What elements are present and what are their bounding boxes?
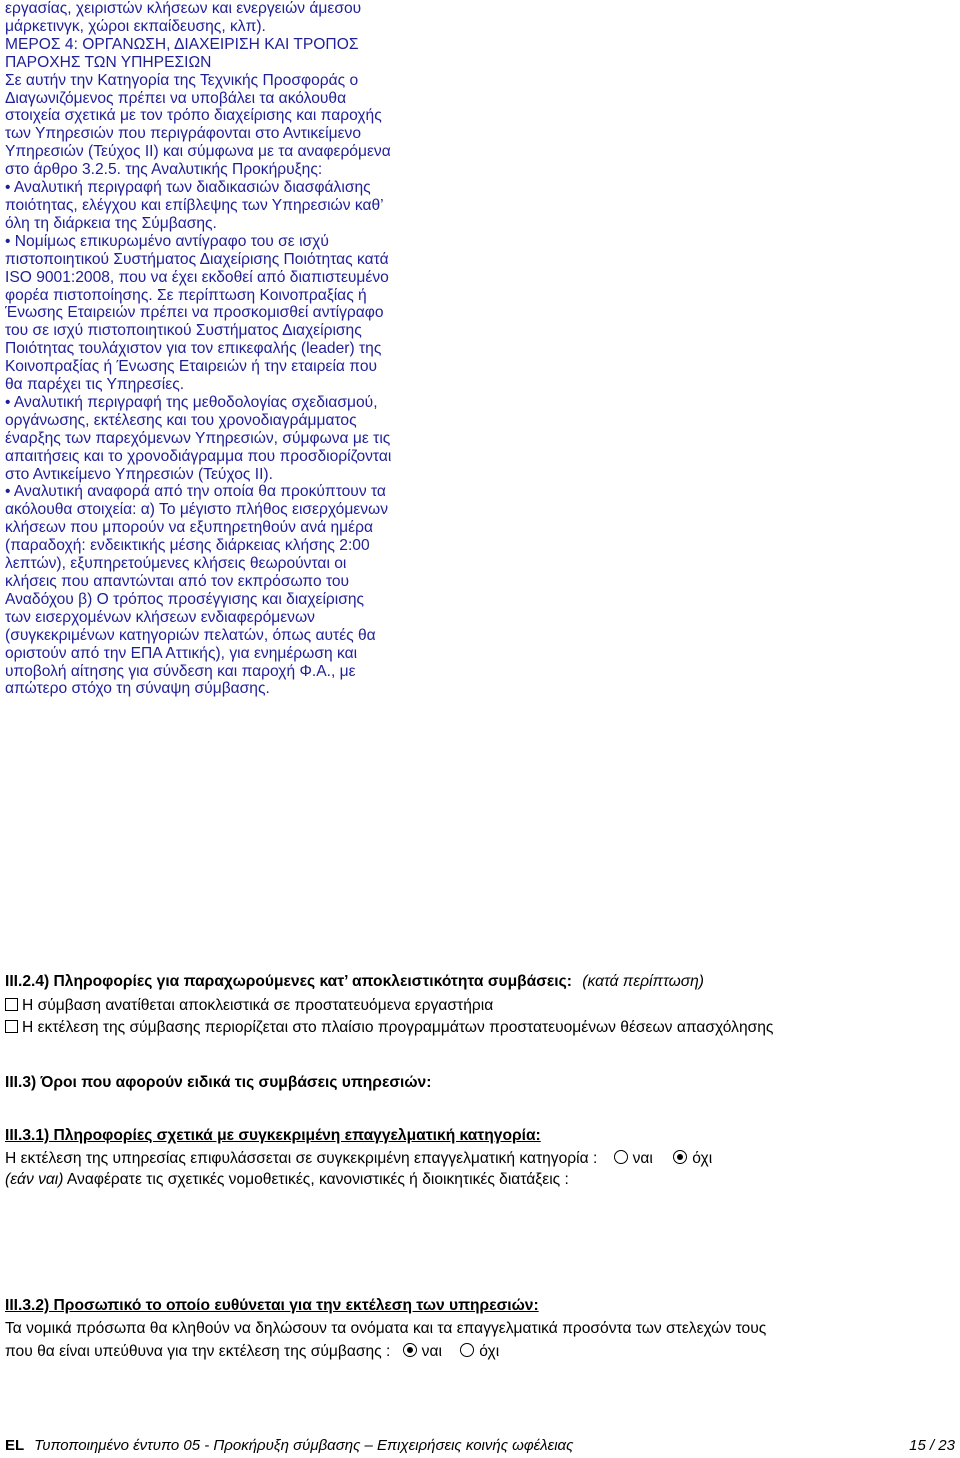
section-iii-2-4-note: (κατά περίπτωση) xyxy=(582,973,704,990)
section-iii-3-2-heading: ΙΙΙ.3.2) Προσωπικό το οποίο ευθύνεται για την εκτέλεση των υπηρεσιών: xyxy=(5,1297,539,1314)
blue-text-line: (παραδοχή: ενδεικτικής μέσης διάρκειας κλήσης 2:00 xyxy=(5,537,370,555)
blue-text-line: Αναδόχου β) Ο τρόπος προσέγγισης και διαχείρισης xyxy=(5,590,365,608)
profession-yes-radio[interactable] xyxy=(614,1150,628,1164)
blue-text-line: όλη τη διάρκεια της Σύμβασης. xyxy=(5,214,217,232)
staff-yes-radio[interactable] xyxy=(403,1343,417,1357)
blue-text-line: ΜΕΡΟΣ 4: ΟΡΓΑΝΩΣΗ, ΔΙΑΧΕΙΡΙΣΗ ΚΑΙ ΤΡΟΠΟΣ xyxy=(5,35,359,53)
blue-text-line: • Αναλυτική αναφορά από την οποία θα προκύπτουν τα xyxy=(5,483,386,501)
profession-yes-label: ναι xyxy=(632,1150,653,1167)
profession-followup-condition: (εάν ναι) xyxy=(5,1171,64,1188)
blue-text-line: των εισερχομένων κλήσεων ενδιαφερόμενων xyxy=(5,608,315,626)
staff-no-label: όχι xyxy=(479,1343,500,1360)
blue-text-line: Ένωσης Εταιρειών πρέπει να προσκομισθεί αντίγραφο xyxy=(5,304,384,322)
blue-text-line: ακόλουθα στοιχεία: α) Το μέγιστο πλήθος εισερχόμενων xyxy=(5,501,389,519)
blue-text-line: στοιχεία σχετικά με τον τρόπο διαχείρισης και παροχής xyxy=(5,107,382,125)
blue-text-line: οργάνωσης, εκτέλεσης και του χρονοδιαγράμματος xyxy=(5,411,357,429)
section-iii-2-4 xyxy=(5,972,955,1038)
option-protected-workshops-label: Η σύμβαση ανατίθεται αποκλειστικά σε προστατευόμενα εργαστήρια xyxy=(22,997,494,1014)
blue-text-line: στο Αντικείμενο Υπηρεσιών (Τεύχος ΙΙ). xyxy=(5,465,273,483)
blue-text-line: μάρκετινγκ, χώροι εκπαίδευσης, κλπ). xyxy=(5,17,266,35)
staff-text-line-2: που θα είναι υπεύθυνα για την εκτέλεση της σύμβασης : xyxy=(5,1343,391,1360)
blue-text-line: • Αναλυτική περιγραφή της μεθοδολογίας σχεδιασμού, xyxy=(5,393,378,411)
blue-text-line: ISO 9001:2008, που να έχει εκδοθεί από διαπιστευμένο xyxy=(5,268,389,286)
footer-page-number: 15 / 23 xyxy=(909,1437,955,1454)
profession-followup-text: Αναφέρατε τις σχετικές νομοθετικές, κανονιστικές ή διοικητικές διατάξεις : xyxy=(66,1171,569,1188)
section-iii-3-2 xyxy=(5,1296,955,1362)
section-iii-3-1-heading: ΙΙΙ.3.1) Πληροφορίες σχετικά με συγκεκριμένη επαγγελματική κατηγορία: xyxy=(5,1127,541,1144)
blue-text-line: υποβολή αίτησης για σύνδεση και παροχή Φ.Α., με xyxy=(5,662,356,680)
blue-text-line: ποιότητας, ελέγχου και επίβλεψης των Υπηρεσιών καθ’ xyxy=(5,196,384,214)
section-iii-2-4-heading: ΙΙΙ.2.4) Πληροφορίες για παραχωρούμενες κατ’ αποκλειστικότητα συμβάσεις: xyxy=(5,973,572,990)
staff-text-line-1: Τα νομικά πρόσωπα θα κληθούν να δηλώσουν τα ονόματα και τα επαγγελματικά προσόντα των στελεχών τους xyxy=(5,1320,767,1337)
option-protected-employment-label: Η εκτέλεση της σύμβασης περιορίζεται στο πλαίσιο προγραμμάτων προστατευομένων θέσεων απασχόλησης xyxy=(22,1019,774,1036)
footer-form-title: Τυποποιημένο έντυπο 05 - Προκήρυξη σύμβασης – Επιχειρήσεις κοινής ωφέλειας xyxy=(34,1437,574,1454)
blue-text-line: λεπτών), εξυπηρετούμενες κλήσεις θεωρούνται οι xyxy=(5,555,347,573)
blue-text-line: • Νομίμως επικυρωμένο αντίγραφο του σε ισχύ xyxy=(5,232,329,250)
profession-question: Η εκτέλεση της υπηρεσίας επιφυλάσσεται σε συγκεκριμένη επαγγελματική κατηγορία : xyxy=(5,1150,598,1167)
blue-text-line: εργασίας, χειριστών κλήσεων και ενεργειών άμεσου xyxy=(5,0,362,17)
blue-text-block xyxy=(5,0,495,698)
blue-text-line: των Υπηρεσιών που περιγράφονται στο Αντικείμενο xyxy=(5,125,362,143)
blue-text-line: Σε αυτήν την Κατηγορία της Τεχνικής Προσφοράς ο xyxy=(5,71,359,89)
blue-text-line: φορέα πιστοποίησης. Σε περίπτωση Κοινοπραξίας ή xyxy=(5,286,367,304)
checkbox-protected-workshops[interactable] xyxy=(5,998,18,1011)
blue-text-line: ΠΑΡΟΧΗΣ ΤΩΝ ΥΠΗΡΕΣΙΩΝ xyxy=(5,53,212,71)
blue-text-line: θα παρέχει τις Υπηρεσίες. xyxy=(5,376,185,394)
blue-text-line: Ποιότητας τουλάχιστον για τον επικεφαλής (leader) της xyxy=(5,340,382,358)
checkbox-protected-employment[interactable] xyxy=(5,1020,18,1033)
blue-text-line: Διαγωνιζόμενος πρέπει να υποβάλει τα ακόλουθα xyxy=(5,89,347,107)
blue-text-line: κλήσεων που μπορούν να εξυπηρετηθούν ανά ημέρα xyxy=(5,519,373,537)
blue-text-line: απώτερο στόχο τη σύναψη σύμβασης. xyxy=(5,680,270,698)
blue-text-line: του σε ισχύ πιστοποιητικού Συστήματος Διαχείρισης xyxy=(5,322,362,340)
profession-no-label: όχι xyxy=(692,1150,713,1167)
section-iii-3-heading: ΙΙΙ.3) Όροι που αφορούν ειδικά τις συμβάσεις υπηρεσιών: xyxy=(5,1074,432,1091)
profession-no-radio[interactable] xyxy=(673,1150,687,1164)
section-iii-3-1 xyxy=(5,1126,955,1190)
blue-text-line: απαιτήσεις και το χρονοδιάγραμμα που προσδιορίζονται xyxy=(5,447,392,465)
blue-text-line: Κοινοπραξίας ή Ένωσης Εταιρειών ή την εταιρεία που xyxy=(5,358,378,376)
blue-text-line: πιστοποιητικού Συστήματος Διαχείρισης Ποιότητας κατά xyxy=(5,250,389,268)
blue-text-line: στο άρθρο 3.2.5. της Αναλυτικής Προκήρυξης: xyxy=(5,161,323,179)
staff-yes-label: ναι xyxy=(421,1343,442,1360)
blue-text-line: Υπηρεσιών (Τεύχος ΙΙ) και σύμφωνα με τα αναφερόμενα xyxy=(5,143,391,161)
footer-language-code: EL xyxy=(5,1437,25,1454)
staff-no-radio[interactable] xyxy=(460,1343,474,1357)
section-iii-3 xyxy=(5,1073,955,1093)
blue-text-line: οριστούν από την ΕΠΑ Αττικής), για ενημέρωση και xyxy=(5,644,358,662)
blue-text-line: • Αναλυτική περιγραφή των διαδικασιών διασφάλισης xyxy=(5,179,371,197)
blue-text-line: κλήσεις που απαντώνται από τον εκπρόσωπο του xyxy=(5,573,350,590)
blue-text-line: (συγκεκριμένων κατηγοριών πελατών, όπως αυτές θα xyxy=(5,626,376,644)
blue-text-line: έναρξης των παρεχόμενων Υπηρεσιών, σύμφωνα με τις xyxy=(5,429,391,447)
page-footer xyxy=(5,1436,955,1456)
